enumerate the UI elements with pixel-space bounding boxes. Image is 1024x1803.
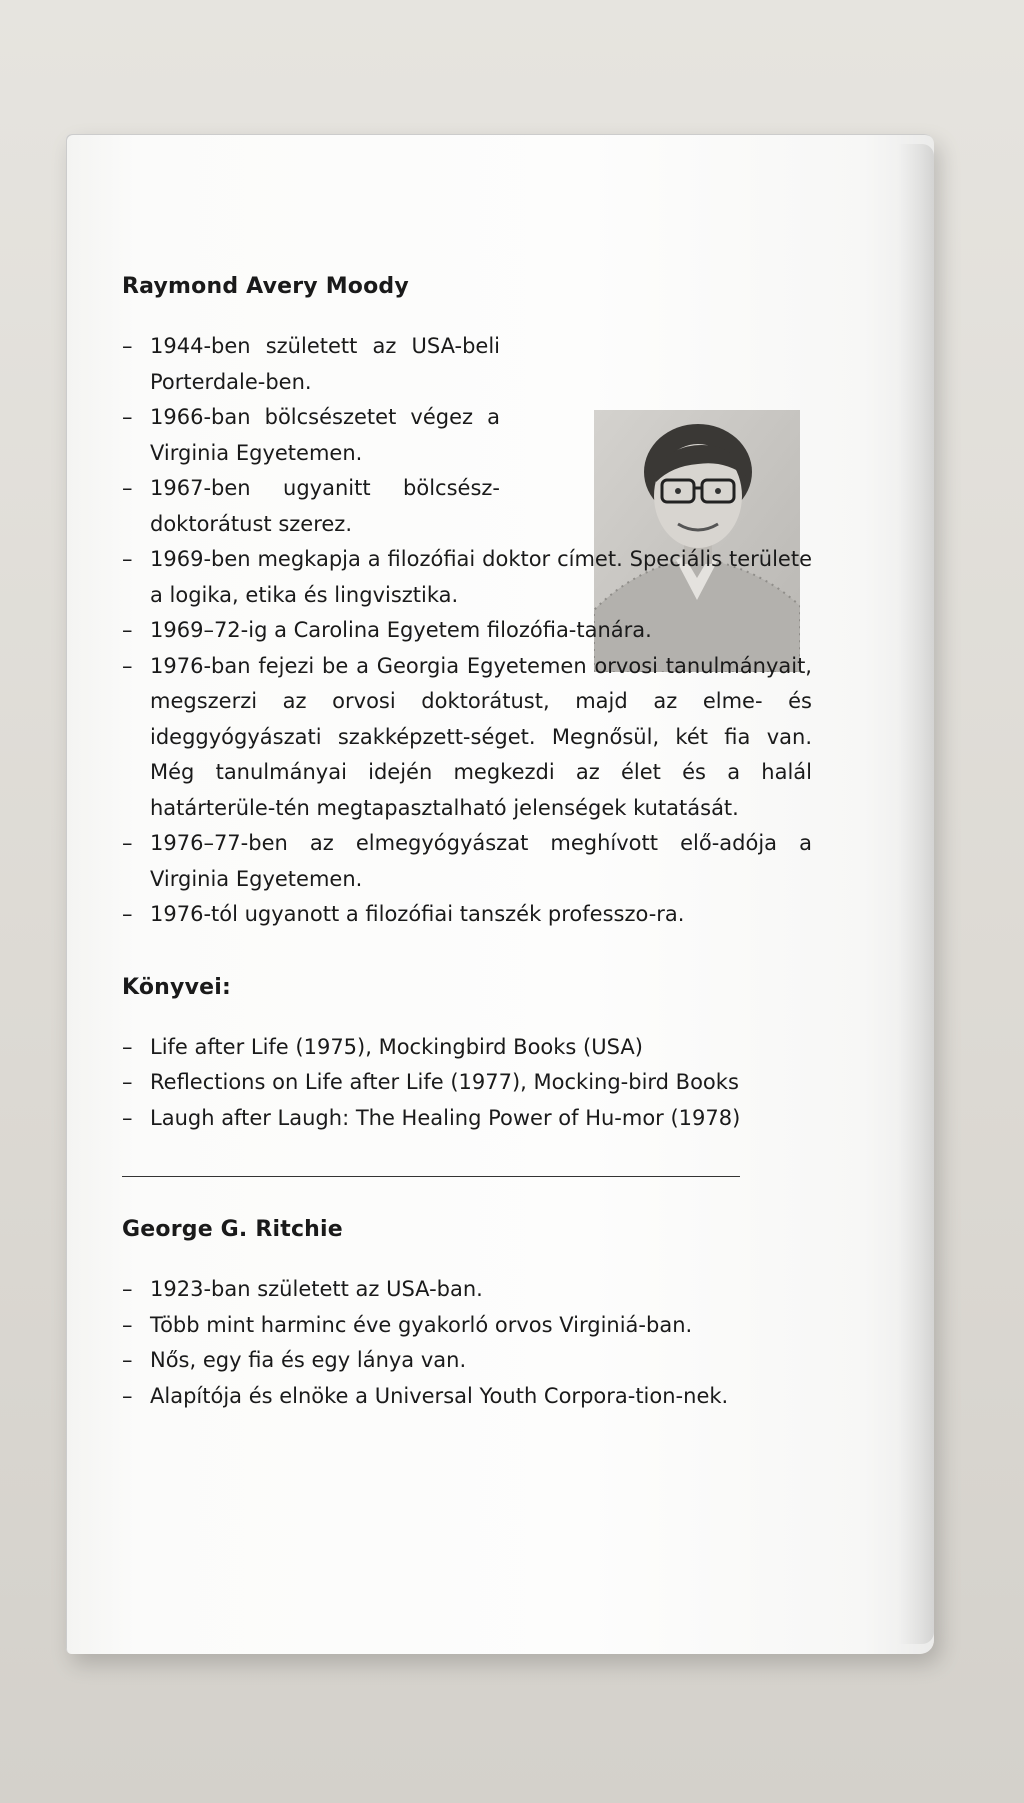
list-item: – 1969–72-ig a Carolina Egyetem filozófia-tanára.: [122, 613, 812, 649]
list-item: – 1976–77-ben az elmegyógyászat meghívott elő-adója a Virginia Egyetemen.: [122, 826, 812, 897]
list-item: – 1976-tól ugyanott a filozófiai tanszék professzo-ra.: [122, 897, 812, 933]
books-heading: Könyvei:: [122, 974, 231, 1000]
section-divider: [122, 1176, 740, 1177]
author-2-bio-list: [122, 1272, 812, 1414]
list-item: – Laugh after Laugh: The Healing Power of Hu-mor (1978): [122, 1101, 812, 1137]
back-cover-text: [122, 274, 812, 1414]
list-item: – Nős, egy fia és egy lánya van.: [122, 1343, 812, 1379]
author-1-name: Raymond Avery Moody: [122, 274, 409, 299]
list-item: – Több mint harminc éve gyakorló orvos Virginiá-ban.: [122, 1308, 812, 1344]
list-item: – 1976-ban fejezi be a Georgia Egyetemen orvosi tanulmányait, megszerzi az orvosi doktorátust, majd az elme- és ideggyógyászati szakképzett-séget. Megnősül, két fia van. Még tanulmányai idején megkezdi az élet és a halál határterüle-tén megtapasztalható jelenségek kutatását.: [122, 649, 812, 827]
list-item: – 1967-ben ugyanitt bölcsész-doktorátust szerez.: [122, 471, 500, 542]
list-item: – Alapítója és elnöke a Universal Youth Corpora-tion-nek.: [122, 1379, 812, 1415]
list-item: – 1944-ben született az USA-beli Porterdale-ben.: [122, 329, 500, 400]
author-2-name: George G. Ritchie: [122, 1217, 343, 1242]
author-1-bio-list: [122, 329, 812, 933]
list-item: – 1923-ban született az USA-ban.: [122, 1272, 812, 1308]
book-back-cover: [66, 134, 934, 1654]
book-spine-edge: [898, 144, 934, 1644]
books-list: [122, 1030, 812, 1137]
list-item: – Reflections on Life after Life (1977), Mocking-bird Books: [122, 1065, 812, 1101]
list-item: – 1966-ban bölcsészetet végez a Virginia Egyetemen.: [122, 400, 500, 471]
list-item: – Life after Life (1975), Mockingbird Books (USA): [122, 1030, 812, 1066]
books-section: [122, 975, 812, 1137]
list-item: – 1969-ben megkapja a filozófiai doktor címet. Speciális területe a logika, etika és lingvisztika.: [122, 542, 812, 613]
